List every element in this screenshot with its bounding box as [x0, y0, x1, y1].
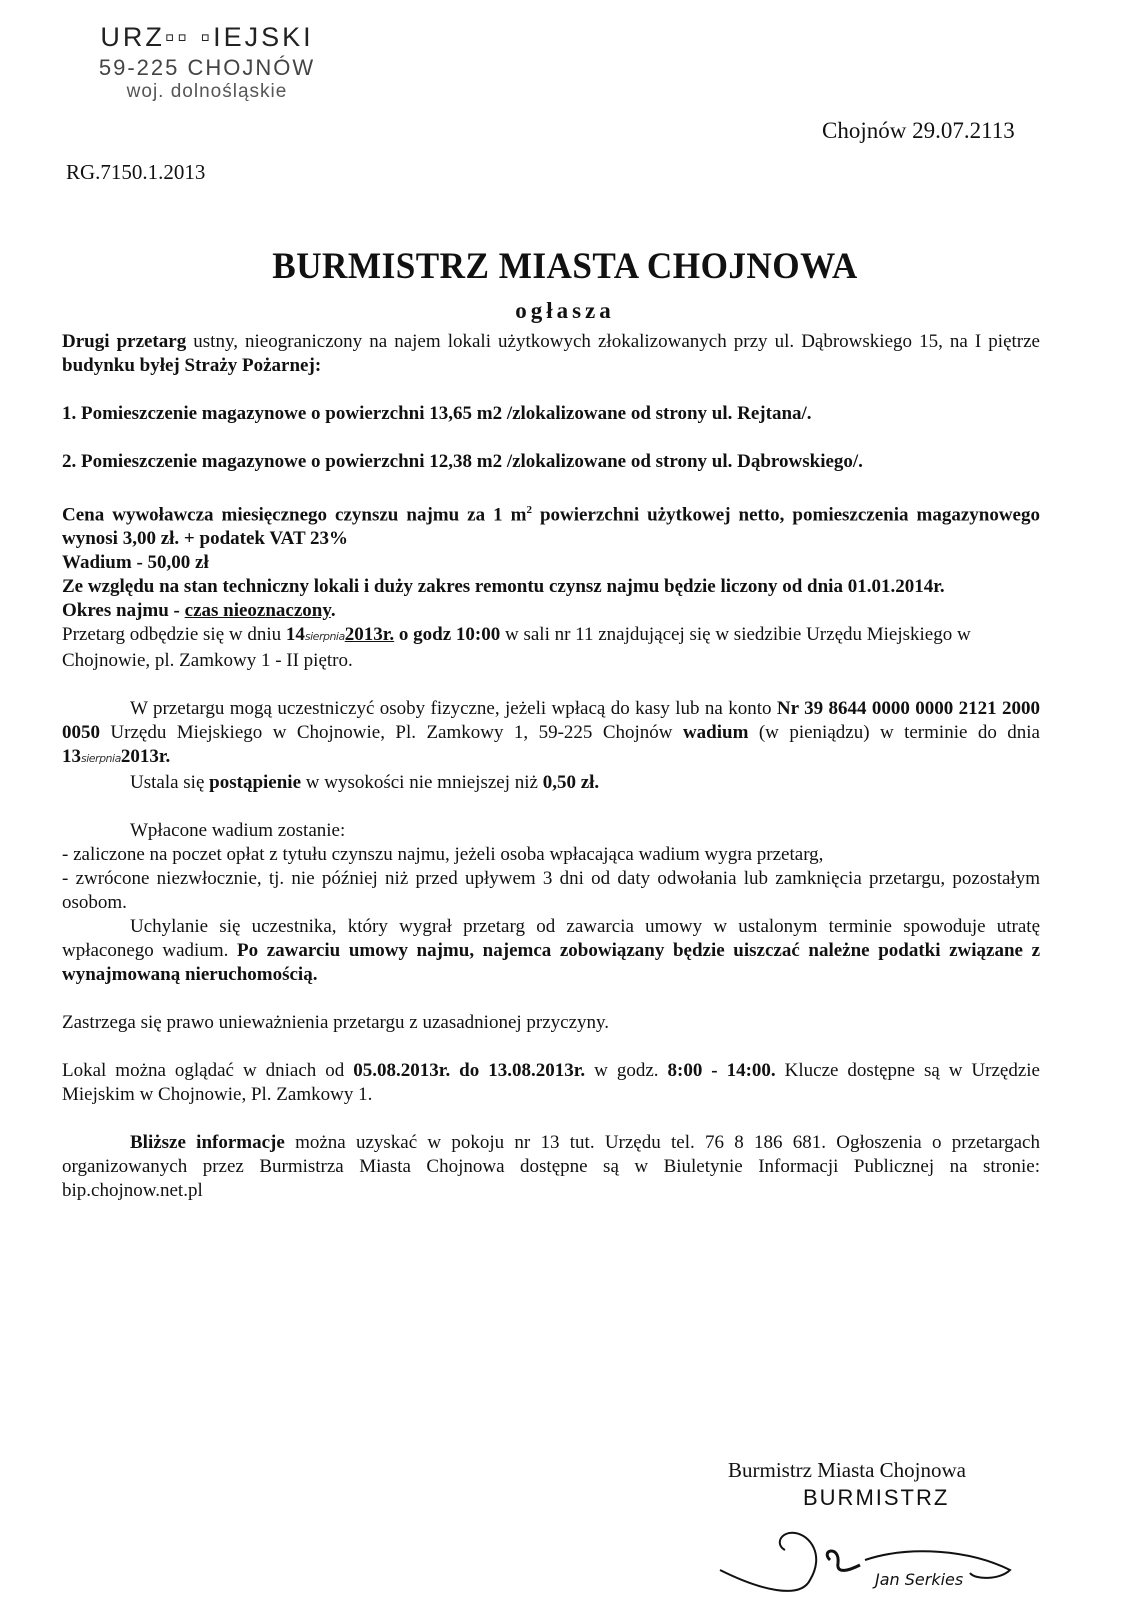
handwritten-signature: [700, 1515, 1020, 1600]
signature-block: [728, 1458, 1078, 1511]
increment-paragraph: Ustala się postąpienie w wysokości nie mniejszej niż 0,50 zł.: [130, 772, 600, 794]
list-item: 2. Pomieszczenie magazynowe o powierzchni 12,38 m2 /zlokalizowane od strony ul. Dąbrowskiego/.: [62, 451, 863, 472]
info-paragraph: Bliższe informacje można uzyskać w pokoju nr 13 tut. Urzędu tel. 76 8 186 681. Ogłoszenia o przetargach organizowanych przez Burmistrza Miasta Chojnowa dostępne są w Biuletynie Informacji Publicznej na stronie: bip.chojnow.net.pl: [62, 1132, 1040, 1202]
intro-bold: Drugi przetarg: [62, 331, 187, 352]
list-item: - zwrócone niezwłocznie, tj. nie później niż przed upływem 3 dni od daty odwołania lub zamknięcia przetargu, pozostałym osobom.: [62, 868, 1040, 914]
office-stamp: [62, 22, 352, 103]
reservation-note: Zastrzega się prawo unieważnienia przetargu z uzasadnionej przyczyny.: [62, 1012, 610, 1034]
lease-period: Okres najmu - czas nieoznaczony.: [62, 600, 336, 622]
stamp-line-3: woj. dolnośląskie: [126, 81, 288, 102]
list-item: 1. Pomieszczenie magazynowe o powierzchni 13,65 m2 /zlokalizowane od strony ul. Rejtana/.: [62, 403, 812, 424]
intro-paragraph: Drugi przetarg ustny, nieograniczony na najem lokali użytkowych złokalizowanych przy ul. Dąbrowskiego 15, na I piętrze budynku byłej Straży Pożarnej:: [62, 331, 1040, 376]
bank-account: Nr 39 8644 0000 0000 2121 2000 0050: [62, 698, 1040, 744]
deposit-rules-heading: Wpłacone wadium zostanie:: [130, 820, 346, 842]
document-subtitle: ogłasza: [515, 298, 615, 323]
rent-start-note: Ze względu na stan techniczny lokali i duży zakres remontu czynsz najmu będzie liczony od dnia 01.01.2014r.: [62, 576, 945, 598]
deposit-amount: Wadium - 50,00 zł: [62, 552, 209, 574]
participation-paragraph: W przetargu mogą uczestniczyć osoby fizyczne, jeżeli wpłacą do kasy lub na konto Nr 39 8644 0000 0000 2121 2000 0050 Urzędu Miejskiego w Chojnowie, Pl. Zamkowy 1, 59-225 Chojnów wadium (w pieniądzu) w terminie do dnia 13sierpnia2013r.: [62, 698, 1040, 768]
document-body: [62, 330, 1040, 1203]
handwritten-month: sierpnia: [304, 630, 345, 644]
stamp-line-1: URZ▫▫ ▫IEJSKI: [100, 22, 314, 52]
forfeit-paragraph: Uchylanie się uczestnika, który wygrał przetarg od zawarcia umowy w ustalonym terminie spowoduje utratę wpłaconego wadium. Po zawarciu umowy najmu, najemca zobowiązany będzie uiszczać należne podatki związane z wynajmowaną nieruchomością.: [62, 916, 1041, 986]
list-item: - zaliczone na poczet opłat z tytułu czynszu najmu, jeżeli osoba wpłacająca wadium wygra przetarg,: [62, 844, 824, 866]
reference-number: RG.7150.1.2013: [66, 160, 206, 184]
place-date: Chojnów 29.07.2113: [822, 118, 1015, 143]
auction-details: Przetarg odbędzie się w dniu 14sierpnia2013r. o godz 10:00 w sali nr 11 znajdującej się w siedzibie Urzędu Miejskiego w Chojnowie, pl. Zamkowy 1 - II piętro.: [62, 624, 971, 672]
signatory-title: Burmistrz Miasta Chojnowa: [728, 1458, 966, 1482]
building-name: budynku byłej Straży Pożarnej:: [62, 355, 322, 376]
document-title: BURMISTRZ MIASTA CHOJNOWA: [272, 246, 858, 287]
stamp-line-2: 59-225 CHOJNÓW: [98, 55, 316, 80]
price-paragraph: Cena wywoławcza miesięcznego czynszu najmu za 1 $m^2$ powierzchni użytkowej netto, pomieszczenia magazynowego wynosi 3,00 zł. + podatek VAT 23%: [62, 504, 1040, 550]
viewing-paragraph: Lokal można oglądać w dniach od 05.08.2013r. do 13.08.2013r. w godz. 8:00 - 14:00. Klucze dostępne są w Urzędzie Miejskim w Chojnowie, Pl. Zamkowy 1.: [62, 1060, 1040, 1106]
bip-link[interactable]: bip.chojnow.net.pl: [62, 1180, 203, 1202]
signatory-name: Jan Serkies: [875, 1570, 964, 1589]
signatory-stamp: BURMISTRZ: [803, 1485, 950, 1510]
handwritten-month: sierpnia: [81, 752, 121, 766]
